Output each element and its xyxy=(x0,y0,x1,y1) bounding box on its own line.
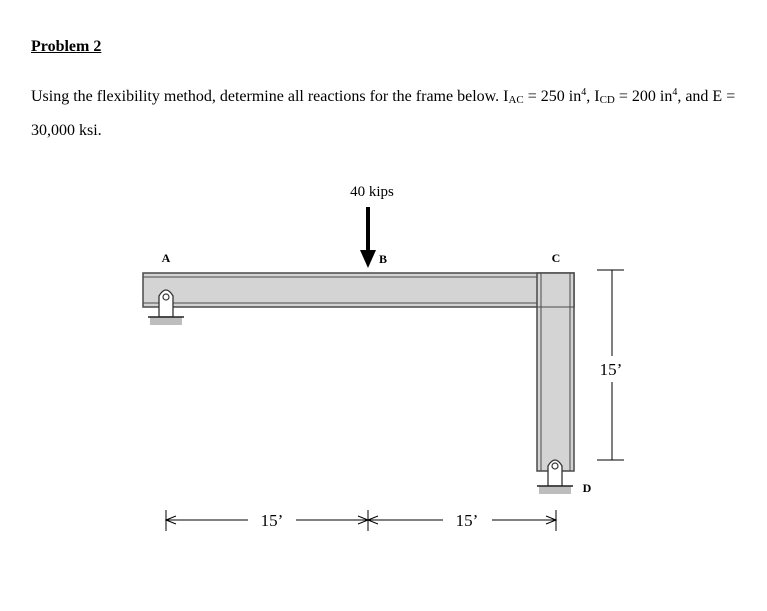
node-label-d: D xyxy=(582,481,592,495)
statement-icd-value: = 200 in xyxy=(614,88,673,105)
subscript-cd: CD xyxy=(599,94,615,106)
load-arrow-down-icon xyxy=(360,207,376,268)
statement-tail: , and E = 30,000 ksi. xyxy=(31,88,736,139)
superscript-exponent-1: 4 xyxy=(581,87,587,98)
superscript-exponent-2: 4 xyxy=(672,87,678,98)
subscript-ac: AC xyxy=(508,94,524,106)
beam-ac xyxy=(143,273,574,307)
column-cd xyxy=(537,273,574,471)
problem-title: Problem 2 xyxy=(31,38,102,55)
node-label-b: B xyxy=(378,252,388,266)
statement-iac-value: = 250 in xyxy=(523,88,582,105)
node-label-a: A xyxy=(161,251,171,265)
dimension-label-ab: 15’ xyxy=(260,511,284,530)
dimension-label-cd: 15’ xyxy=(599,360,623,379)
statement-intro: Using the flexibility method, determine all reactions for the frame below. I xyxy=(31,88,509,105)
load-label: 40 kips xyxy=(350,184,394,200)
dimension-label-bc: 15’ xyxy=(455,511,479,530)
statement-separator: , I xyxy=(586,88,600,105)
node-label-c: C xyxy=(551,251,561,265)
